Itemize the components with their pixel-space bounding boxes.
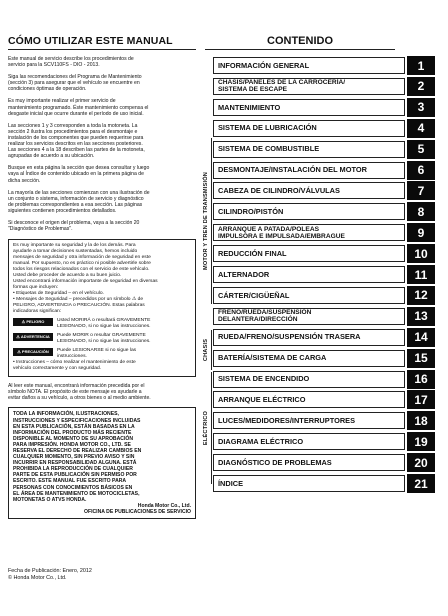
toc-row[interactable] xyxy=(213,453,435,472)
sections-paragraph: Las secciones 1 y 3 corresponden a toda la motoneta. La sección 2 ilustra los procedimientos para el desmontaje e instalación de los componentes que pueden requerirse para realizar los servicios descritos en las secciones posteriores. Las secciones 4 a la 18 describen las partes de la motoneta, agrupadas de acuerdo a su ubicación. xyxy=(8,122,145,160)
toc-section-number[interactable]: 20 xyxy=(407,453,435,472)
group-electrical: ELÉCTRICO xyxy=(201,372,212,484)
toc-row[interactable] xyxy=(213,307,435,326)
toc-section-number[interactable]: 3 xyxy=(407,98,435,117)
first-service-paragraph: Es muy importante realizar el primer servicio de mantenimiento programado. Éste mantenimiento compensa el desgaste inicial que ocurre durante el período de uso inicial. xyxy=(8,98,149,117)
toc-row[interactable] xyxy=(213,432,435,451)
toc-row[interactable] xyxy=(213,411,435,430)
toc-label[interactable]: LUCES/MEDIDORES/INTERRUPTORES xyxy=(213,412,405,429)
toc-section-number[interactable]: 11 xyxy=(407,265,435,284)
group-engine-drivetrain: MOTOR Y TREN DE TRANSMISIÓN xyxy=(201,138,212,304)
toc-row[interactable] xyxy=(213,244,435,263)
toc-section-number[interactable]: 2 xyxy=(407,77,435,96)
toc-row[interactable] xyxy=(213,202,435,221)
safety-labels-bullet: • Etiquetas de Seguridad – en el vehículo. xyxy=(13,291,104,297)
toc-row[interactable] xyxy=(213,265,435,284)
danger-sign: ⚠ PELIGRO xyxy=(13,318,53,326)
toc-label[interactable]: SISTEMA DE ENCENDIDO xyxy=(213,371,405,388)
disclaimer-box: TODA LA INFORMACIÓN, ILUSTRACIONES, INSTRUCCIONES Y ESPECIFICACIONES INCLUIDAS EN ESTA PUBLICACIÓN, ESTÁN BASADAS EN LA INFORMACIÓN DEL PRODUCTO MÁS RECIENTE DISPONIBLE AL MOMENTO DE SU APROBACIÓN PARA IMPRESIÓN. HONDA MOTOR CO., LTD. SE RESERVA EL DERECHO DE REALIZAR CAMBIOS EN CUALQUIER MOMENTO, SIN PREVIO AVISO Y SIN INCURRIR EN RESPONSABILIDAD ALGUNA. ESTÁ PROHIBIDA LA REPRODUCCIÓN DE CUALQUIER PARTE DE ESTA PUBLICACIÓN SIN PERMISO POR ESCRITO. ESTE MANUAL FUE ESCRITO PARA PERSONAS CON CONOCIMIENTOS BÁSICOS EN EL ÁREA DE MANTENIMIENTO DE MOTOCICLETAS, MOTONETAS O ATVS HONDA. Honda Motor Co., Ltd. OFICINA DE PUBLICACIONES DE SERVICIO xyxy=(8,407,196,519)
toc-section-number[interactable]: 14 xyxy=(407,328,435,347)
intro-paragraph: Este manual de servicio describe los procedimientos de servicio para la SCV110FS - DIO - 2013. xyxy=(8,56,134,69)
toc-label[interactable]: ARRANQUE A PATADA/POLEAS IMPULSORA E IMPULSADA/EMBRAGUE xyxy=(213,224,405,241)
safety-messages-bullet: • Mensajes de Seguridad – precedidos por un símbolo ⚠ de xyxy=(13,297,144,303)
toc-section-number[interactable]: 10 xyxy=(407,244,435,263)
toc-label[interactable]: INFORMACIÓN GENERAL xyxy=(213,57,405,74)
toc-section-number[interactable]: 9 xyxy=(407,223,435,242)
caution-sign: ⚠ PRECAUCIÓN xyxy=(13,348,53,356)
danger-sign-row: ⚠ PELIGRO Usted MORIRÁ o resultará GRAVEMENTE LESIONADO, si no sigue las instrucciones. xyxy=(13,318,191,330)
toc-section-number[interactable]: 6 xyxy=(407,161,435,180)
toc-row[interactable] xyxy=(213,223,435,242)
publication-date: Fecha de Publicación: Enero, 2012 xyxy=(8,568,92,574)
toc-row[interactable] xyxy=(213,56,435,75)
toc-row[interactable] xyxy=(213,474,435,493)
illustration-paragraph: La mayoría de las secciones comienzan con una ilustración de un conjunto o sistema, información de servicio y diagnóstico de problemas correspondientes a esa sección. Las páginas siguientes contienen procedimientos detallados. xyxy=(8,189,150,214)
instructions-bullet: • Instrucciones – cómo realizar el mantenimiento de este xyxy=(13,360,136,366)
toc-label[interactable]: DIAGNÓSTICO DE PROBLEMAS xyxy=(213,454,405,471)
toc-section-number[interactable]: 5 xyxy=(407,140,435,159)
toc-row[interactable] xyxy=(213,181,435,200)
toc-label[interactable]: ARRANQUE ELÉCTRICO xyxy=(213,391,405,408)
toc-section-number[interactable]: 18 xyxy=(407,411,435,430)
toc-section-number[interactable]: 16 xyxy=(407,370,435,389)
toc-label[interactable]: RUEDA/FRENO/SUSPENSIÓN TRASERA xyxy=(213,329,405,346)
toc-label[interactable]: REDUCCIÓN FINAL xyxy=(213,245,405,262)
toc-label[interactable]: MANTENIMIENTO xyxy=(213,99,405,116)
search-paragraph: Busque en esta página la sección que desea consultar y luego vaya al Índice de contenido ubicado en la primera página de dicha sección. xyxy=(8,165,150,184)
toc-section-number[interactable]: 12 xyxy=(407,286,435,305)
toc-row[interactable] xyxy=(213,286,435,305)
toc-row[interactable] xyxy=(213,328,435,347)
toc-label[interactable]: DIAGRAMA ELÉCTRICO xyxy=(213,433,405,450)
footer xyxy=(8,568,92,582)
copyright: © Honda Motor Co., Ltd. xyxy=(8,575,67,581)
warning-sign-row: ⚠ ADVERTENCIA Puede MORIR o resultar GRAVEMENTE LESIONADO, si no sigue las instrucciones. xyxy=(13,333,191,345)
toc-section-number[interactable]: 4 xyxy=(407,119,435,138)
publications-office: OFICINA DE PUBLICACIONES DE SERVICIO xyxy=(84,508,191,515)
toc-row[interactable] xyxy=(213,140,435,159)
toc-row[interactable] xyxy=(213,77,435,96)
toc-label[interactable]: DESMONTAJE/INSTALACIÓN DEL MOTOR xyxy=(213,162,405,179)
contents-header xyxy=(203,35,433,50)
toc-section-number[interactable]: 21 xyxy=(407,474,435,493)
toc-section-number[interactable]: 17 xyxy=(407,390,435,409)
toc-label[interactable]: CABEZA DE CILINDRO/VÁLVULAS xyxy=(213,182,405,199)
toc-label[interactable]: SISTEMA DE LUBRICACIÓN xyxy=(213,120,405,137)
toc-label[interactable]: CÁRTER/CIGÜEÑAL xyxy=(213,287,405,304)
toc-row[interactable] xyxy=(213,390,435,409)
toc-label[interactable]: SISTEMA DE COMBUSTIBLE xyxy=(213,141,405,158)
how-to-use-section xyxy=(8,35,196,519)
safety-box: Es muy importante su seguridad y la de los demás. Para ayudarle a tomar decisiones sustentadas, hemos incluido mensajes de seguridad y otra información de seguridad en este manual. Por supuesto, no es práctico ni posible advertirle sobre todos los riesgos relacionados con el servicio de este vehículo. Usted debe proceder de acuerdo a su buen juicio. Usted encontrará información importante de seguridad en diversas formas que incluyen: • Etiquetas de Seguridad – en el vehículo. • Mensajes de Seguridad – precedidos por un símbolo ⚠ de PELIGRO, ADVERTENCIA o PRECAUCIÓN. Estas palabras indicadoras significan: ⚠ PELIGRO Usted MORIRÁ o resultará GRAVEMENTE LESIONADO, si no sigue las instrucciones. ⚠ ADVERTENCIA Puede MORIR o resultar GRAVEMENTE LESIONADO, si no sigue las instrucciones. ⚠ PRECAUCIÓN Puede LESIONARSE si no sigue las instrucciones. • Instrucciones – cómo realizar el mantenimiento de este vehículo correctamente y con seguridad. xyxy=(8,239,196,377)
toc-label[interactable]: ALTERNADOR xyxy=(213,266,405,283)
company-name: Honda Motor Co., Ltd. xyxy=(137,502,191,509)
toc-section-number[interactable]: 13 xyxy=(407,307,435,326)
caution-sign-row: ⚠ PRECAUCIÓN Puede LESIONARSE si no sigue las instrucciones. xyxy=(13,348,191,360)
contents-title: CONTENIDO xyxy=(205,35,395,50)
toc-row[interactable] xyxy=(213,119,435,138)
toc-row[interactable] xyxy=(213,370,435,389)
toc-row[interactable] xyxy=(213,98,435,117)
toc-section-number[interactable]: 15 xyxy=(407,349,435,368)
toc-section-number[interactable]: 7 xyxy=(407,181,435,200)
toc-label[interactable]: FRENO/RUEDA/SUSPENSIÓN DELANTERA/DIRECCIÓN xyxy=(213,308,405,325)
toc-label[interactable]: BATERÍA/SISTEMA DE CARGA xyxy=(213,350,405,367)
group-chassis: CHASIS xyxy=(201,330,212,370)
troubleshooting-paragraph: Si desconoce el origen del problema, vaya a la sección 20 "Diagnóstico de Problemas". xyxy=(8,219,140,233)
toc-label[interactable]: ÍNDICE xyxy=(213,475,405,492)
toc-section-number[interactable]: 19 xyxy=(407,432,435,451)
maintenance-paragraph: Siga las recomendaciones del Programa de Mantenimiento (sección 3) para asegurar que el vehículo se encuentre en condiciones óptimas de operación. xyxy=(8,74,142,93)
toc-section-number[interactable]: 8 xyxy=(407,202,435,221)
warning-sign: ⚠ ADVERTENCIA xyxy=(13,333,53,341)
toc-row[interactable] xyxy=(213,349,435,368)
toc-section-number[interactable]: 1 xyxy=(407,56,435,75)
toc-label[interactable]: CILINDRO/PISTÓN xyxy=(213,203,405,220)
toc-label[interactable]: CHASIS/PANELES DE LA CARROCERÍA/ SISTEMA DE ESCAPE xyxy=(213,78,405,95)
how-to-use-title: CÓMO UTILIZAR ESTE MANUAL xyxy=(8,35,196,50)
note-paragraph: Al leer este manual, encontrará información precedida por el símbolo NOTA. El propósito de este mensaje es ayudarle a evitar daños a su vehículo, a otros bienes o al medio ambiente. xyxy=(8,383,151,402)
toc-row[interactable] xyxy=(213,161,435,180)
